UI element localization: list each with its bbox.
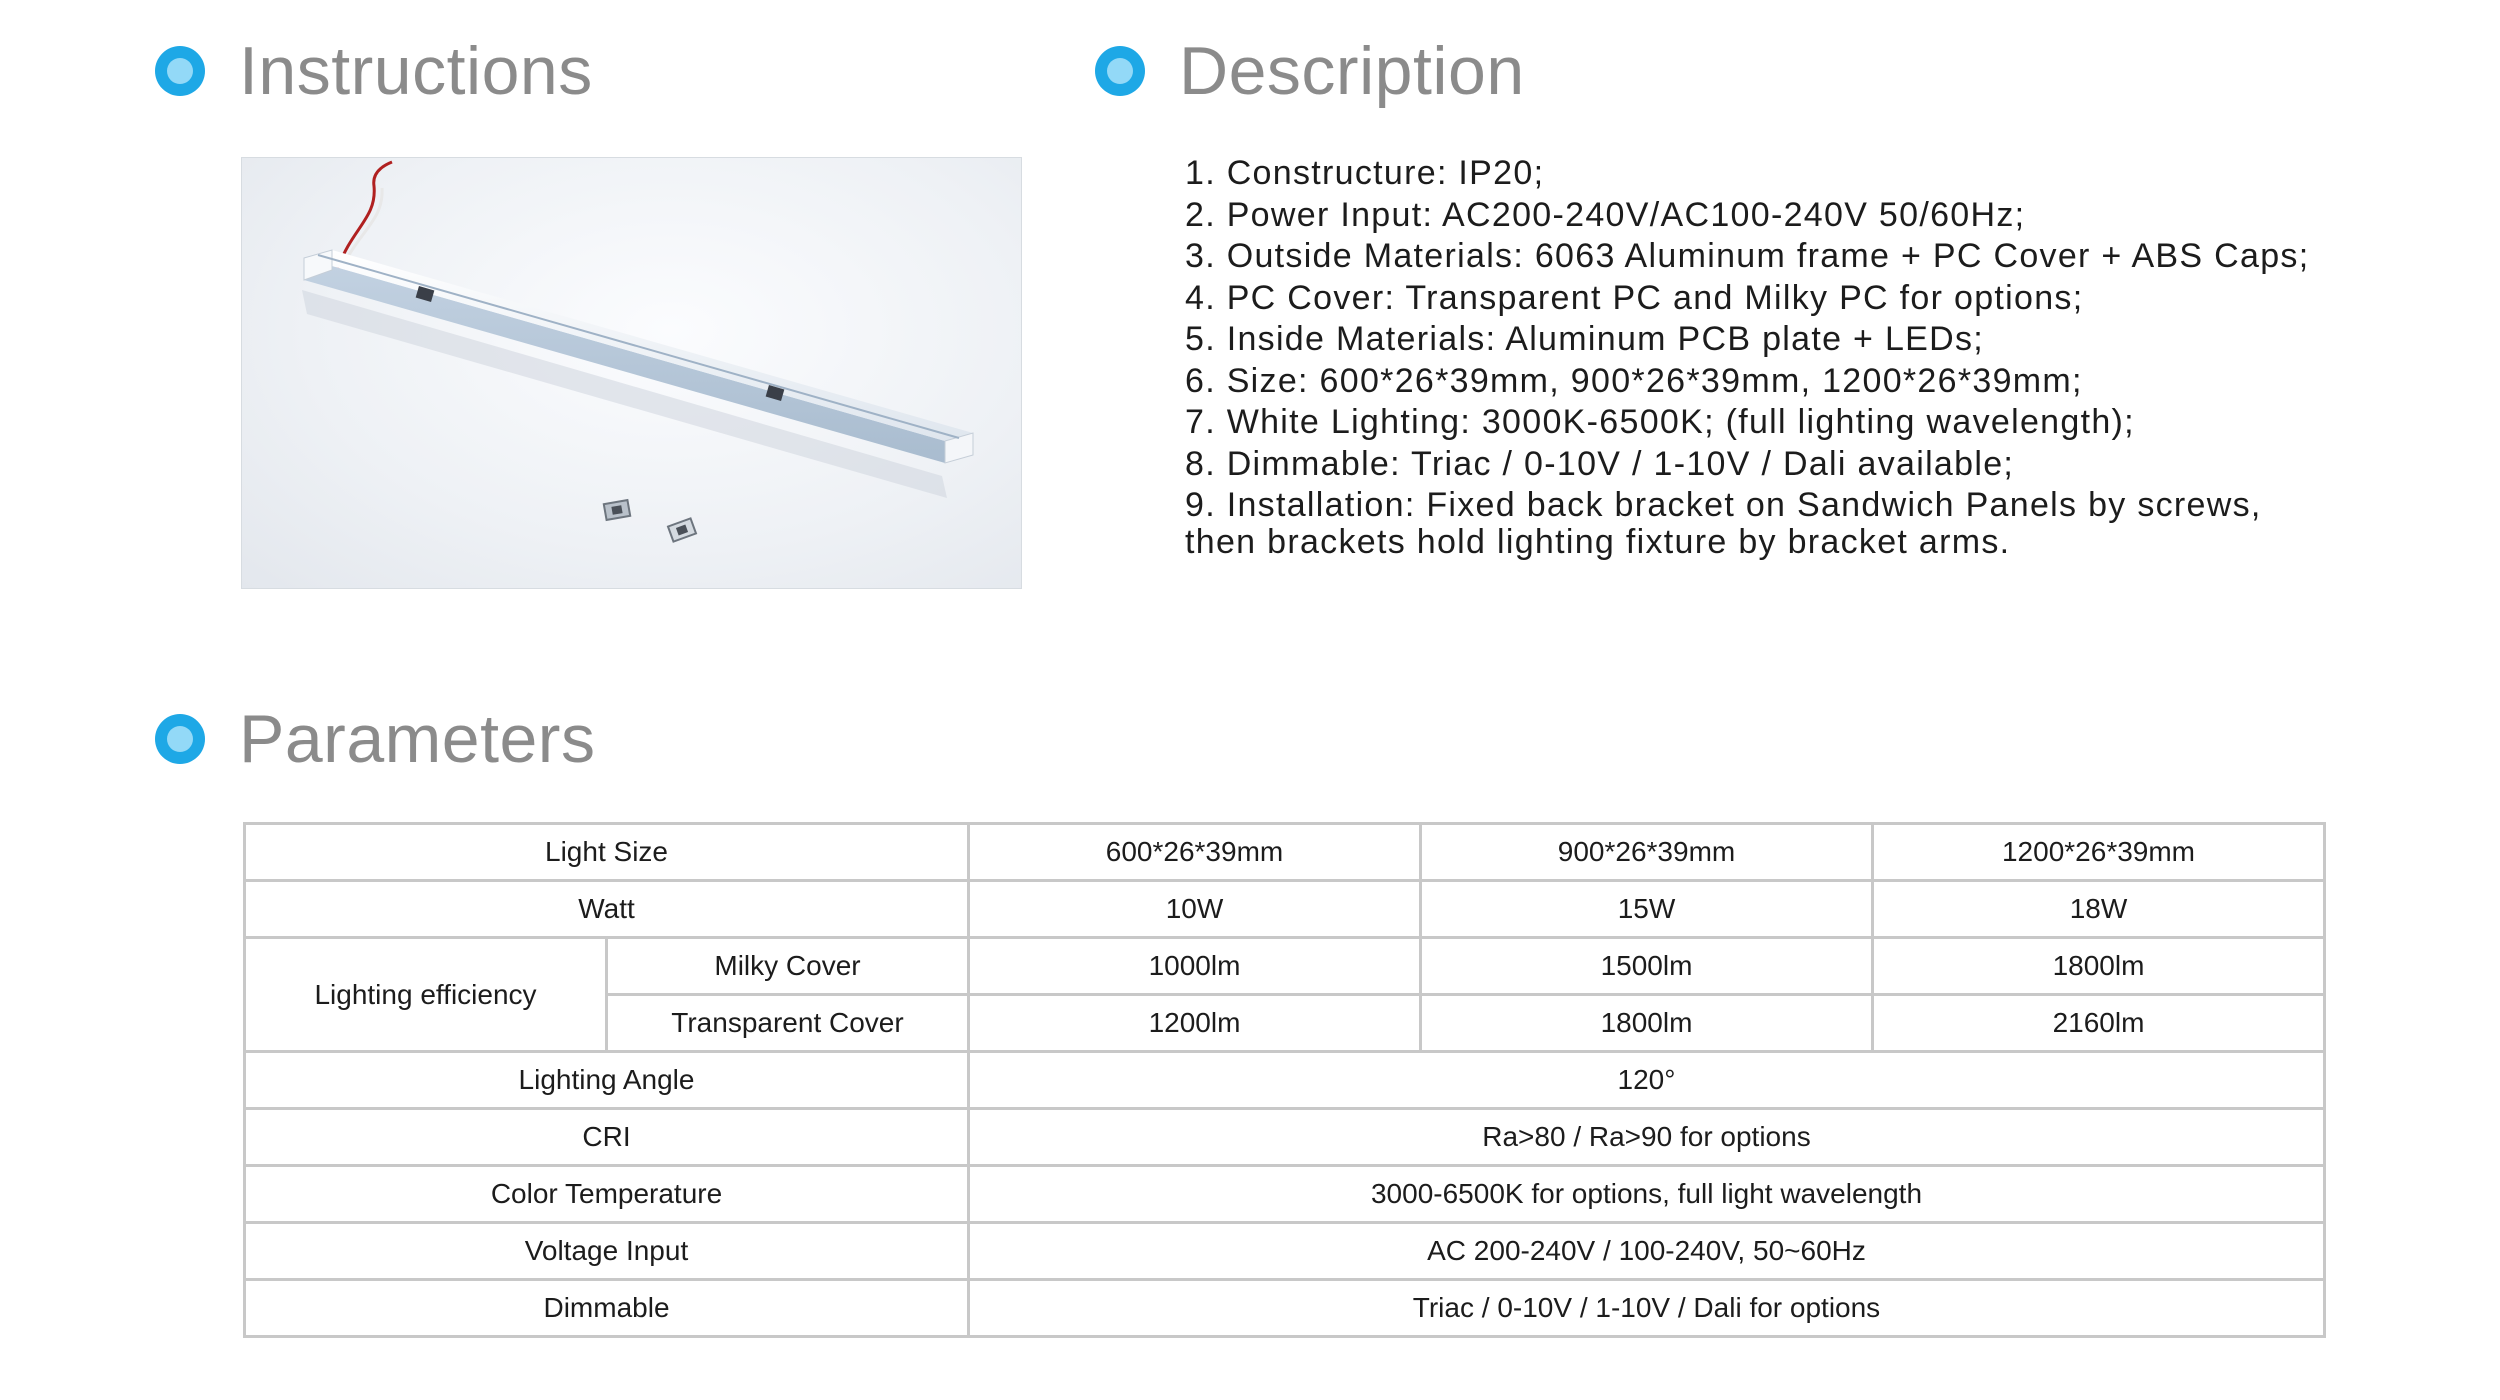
table-row [245, 1223, 2325, 1280]
spec-line: 6. Size: 600*26*39mm, 900*26*39mm, 1200*26*39mm; [1185, 361, 2083, 400]
bullet-circle-icon [155, 714, 205, 764]
table-cell: 1800lm [1421, 995, 1873, 1052]
sub-row-label: Milky Cover [607, 938, 969, 995]
table-row [245, 1166, 2325, 1223]
spec-line: 7. White Lighting: 3000K-6500K; (full lighting wavelength); [1185, 403, 2135, 441]
spec-line: 5. Inside Materials: Aluminum PCB plate + LEDs; [1185, 320, 1985, 358]
table-cell: 1200lm [969, 995, 1421, 1052]
table-cell: 1500lm [1421, 938, 1873, 995]
table-row [245, 1280, 2325, 1337]
parameters-title: Parameters [239, 701, 596, 777]
spec-line: 4. PC Cover: Transparent PC and Milky PC for options; [1185, 278, 2084, 317]
table-cell: 15W [1421, 881, 1873, 938]
instructions-heading [155, 32, 593, 110]
row-label: Lighting Angle [245, 1052, 969, 1109]
parameters-heading [155, 700, 595, 778]
description-title: Description [1179, 33, 1525, 109]
bullet-circle-icon [1095, 46, 1145, 96]
table-row [245, 1109, 2325, 1166]
row-label: Dimmable [245, 1280, 969, 1337]
led-linear-light-illustration [242, 158, 1021, 588]
table-row [245, 938, 2325, 995]
spec-line: 3. Outside Materials: 6063 Aluminum frame + PC Cover + ABS Caps; [1185, 237, 2310, 275]
table-cell: 600*26*39mm [969, 824, 1421, 881]
parameters-table [243, 822, 2326, 1338]
spec-line: 2. Power Input: AC200-240V/AC100-240V 50/60Hz; [1185, 195, 2026, 234]
table-cell: 3000-6500K for options, full light wavelength [969, 1166, 2325, 1223]
table-row [245, 824, 2325, 881]
spec-line: 9. Installation: Fixed back bracket on Sandwich Panels by screws, [1185, 486, 2262, 524]
table-cell: 1000lm [969, 938, 1421, 995]
table-cell: AC 200-240V / 100-240V, 50~60Hz [969, 1223, 2325, 1280]
bullet-circle-icon [155, 46, 205, 96]
description-list [1185, 153, 2385, 563]
row-label: Light Size [245, 824, 969, 881]
table-cell: 120° [969, 1052, 2325, 1109]
spec-line: 8. Dimmable: Triac / 0-10V / 1-10V / Dali available; [1185, 444, 2015, 483]
table-cell: 1200*26*39mm [1873, 824, 2325, 881]
row-label: Watt [245, 881, 969, 938]
table-cell: Triac / 0-10V / 1-10V / Dali for options [969, 1280, 2325, 1337]
description-heading [1095, 32, 1525, 110]
table-cell: 18W [1873, 881, 2325, 938]
row-label: CRI [245, 1109, 969, 1166]
table-cell: 2160lm [1873, 995, 2325, 1052]
spec-line-continuation: then brackets hold lighting fixture by bracket arms. [1185, 522, 2011, 561]
product-photo [241, 157, 1022, 589]
table-cell: 1800lm [1873, 938, 2325, 995]
row-label: Color Temperature [245, 1166, 969, 1223]
table-cell: 10W [969, 881, 1421, 938]
spec-line: 1. Constructure: IP20; [1185, 154, 1545, 192]
table-cell: Ra>80 / Ra>90 for options [969, 1109, 2325, 1166]
sub-row-label: Transparent Cover [607, 995, 969, 1052]
row-label: Voltage Input [245, 1223, 969, 1280]
instructions-title: Instructions [239, 33, 593, 109]
row-label: Lighting efficiency [245, 938, 607, 1052]
table-cell: 900*26*39mm [1421, 824, 1873, 881]
table-row [245, 1052, 2325, 1109]
table-row [245, 881, 2325, 938]
